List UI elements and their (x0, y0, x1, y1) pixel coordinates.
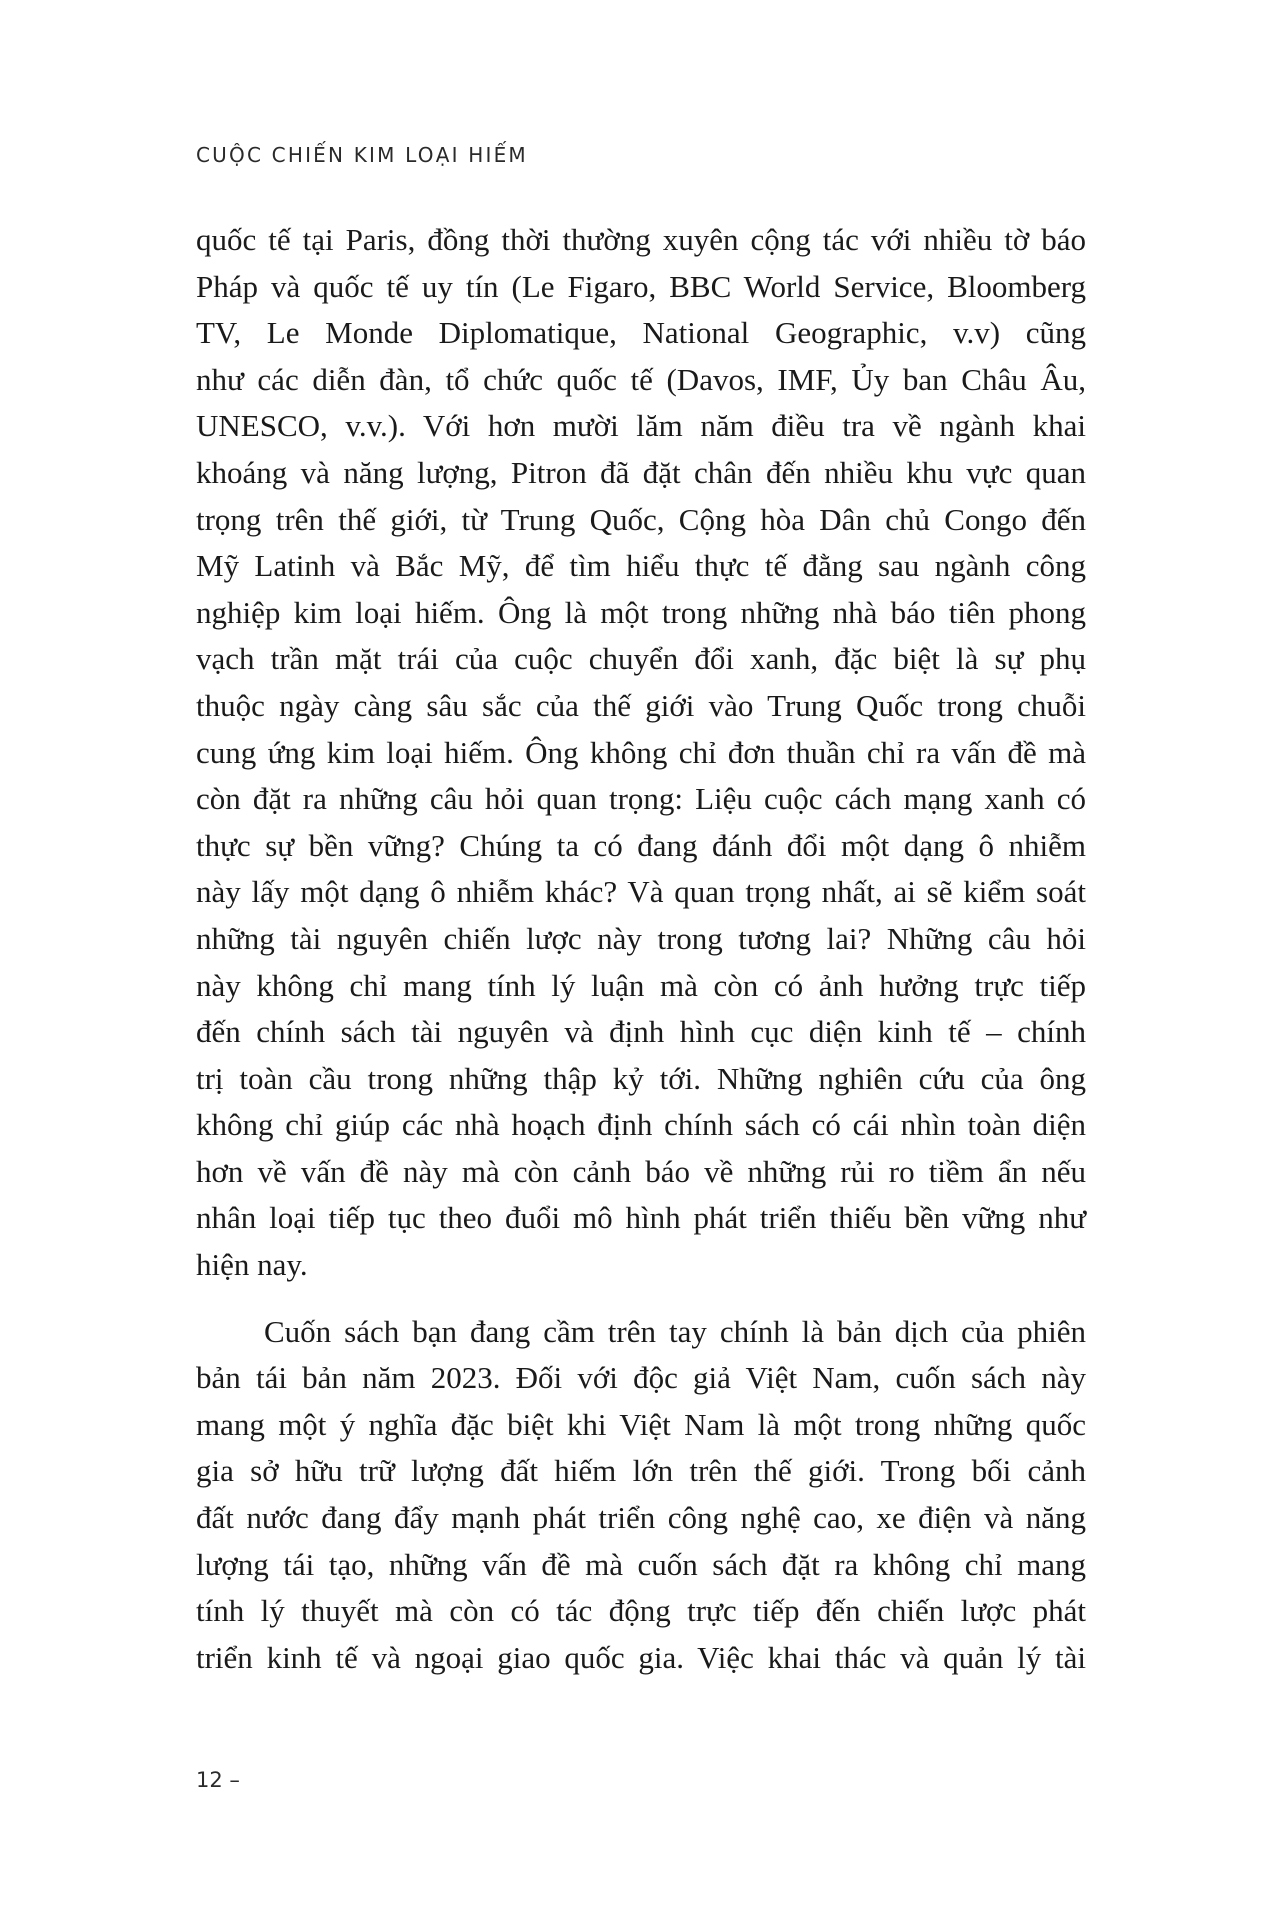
text-line: hiện nay. (196, 1247, 308, 1283)
text-line: trị toàn cầu trong những thập kỷ tới. Những nghiên cứu của ông (196, 1060, 1086, 1096)
text-line: còn đặt ra những câu hỏi quan trọng: Liệu cuộc cách mạng xanh có (196, 781, 1086, 817)
text-line: lượng tái tạo, những vấn đề mà cuốn sách đặt ra không chỉ mang (196, 1546, 1086, 1582)
text-line: TV, Le Monde Diplomatique, National Geographic, v.v) cũng (196, 315, 1086, 351)
text-line: trọng trên thế giới, từ Trung Quốc, Cộng hòa Dân chủ Congo đến (196, 501, 1086, 537)
text-line: này không chỉ mang tính lý luận mà còn có ảnh hưởng trực tiếp (196, 967, 1086, 1003)
text-line: đất nước đang đẩy mạnh phát triển công nghệ cao, xe điện và năng (196, 1500, 1086, 1536)
text-line: những tài nguyên chiến lược này trong tương lai? Những câu hỏi (196, 920, 1086, 956)
text-line: Cuốn sách bạn đang cầm trên tay chính là bản dịch của phiên (264, 1313, 1086, 1349)
text-line: này lấy một dạng ô nhiễm khác? Và quan trọng nhất, ai sẽ kiểm soát (196, 874, 1086, 910)
text-line: bản tái bản năm 2023. Đối với độc giả Việt Nam, cuốn sách này (196, 1360, 1086, 1396)
text-line: không chỉ giúp các nhà hoạch định chính sách có cái nhìn toàn diện (196, 1107, 1086, 1143)
paragraph-gap (196, 1289, 1086, 1309)
text-line: thuộc ngày càng sâu sắc của thế giới vào Trung Quốc trong chuỗi (196, 687, 1086, 723)
text-line: nghiệp kim loại hiếm. Ông là một trong những nhà báo tiên phong (196, 594, 1086, 630)
text-line: mang một ý nghĩa đặc biệt khi Việt Nam là một trong những quốc (196, 1406, 1086, 1442)
running-header: CUỘC CHIẾN KIM LOẠI HIẾM (196, 143, 528, 167)
text-line: cung ứng kim loại hiếm. Ông không chỉ đơn thuần chỉ ra vấn đề mà (196, 734, 1086, 770)
text-line: Mỹ Latinh và Bắc Mỹ, để tìm hiểu thực tế đằng sau ngành công (196, 548, 1086, 584)
text-line: hơn về vấn đề này mà còn cảnh báo về những rủi ro tiềm ẩn nếu (196, 1153, 1086, 1189)
text-line: thực sự bền vững? Chúng ta có đang đánh đổi một dạng ô nhiễm (196, 827, 1086, 863)
page-number: 12 – (196, 1768, 240, 1792)
text-line: vạch trần mặt trái của cuộc chuyển đổi xanh, đặc biệt là sự phụ (196, 641, 1086, 677)
text-line: đến chính sách tài nguyên và định hình cục diện kinh tế – chính (196, 1014, 1086, 1050)
text-line: UNESCO, v.v.). Với hơn mười lăm năm điều tra về ngành khai (196, 408, 1086, 444)
text-line: triển kinh tế và ngoại giao quốc gia. Việc khai thác và quản lý tài (196, 1639, 1086, 1675)
body-text (196, 217, 1086, 1681)
text-line: gia sở hữu trữ lượng đất hiếm lớn trên thế giới. Trong bối cảnh (196, 1453, 1086, 1489)
text-line: tính lý thuyết mà còn có tác động trực tiếp đến chiến lược phát (196, 1593, 1086, 1629)
text-line: Pháp và quốc tế uy tín (Le Figaro, BBC World Service, Bloomberg (196, 268, 1086, 304)
text-line: quốc tế tại Paris, đồng thời thường xuyên cộng tác với nhiều tờ báo (196, 222, 1086, 257)
text-line: như các diễn đàn, tổ chức quốc tế (Davos, IMF, Ủy ban Châu Âu, (196, 361, 1086, 397)
text-line: nhân loại tiếp tục theo đuổi mô hình phát triển thiếu bền vững như (196, 1200, 1086, 1236)
text-line: khoáng và năng lượng, Pitron đã đặt chân đến nhiều khu vực quan (196, 454, 1086, 490)
